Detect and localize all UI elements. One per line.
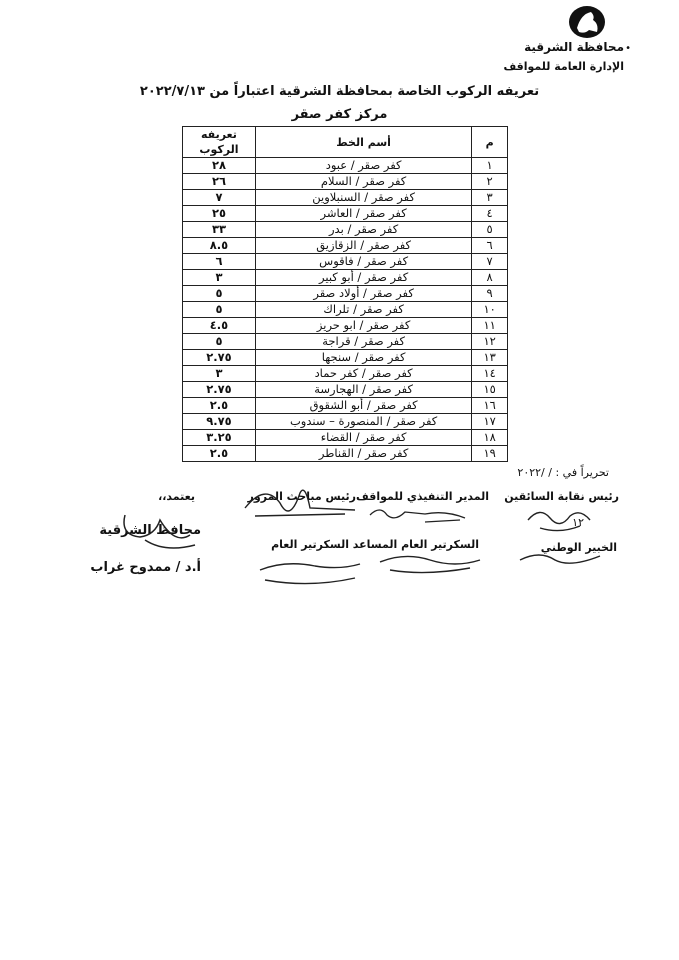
row-num: ١٨ xyxy=(472,430,508,446)
table-header-row xyxy=(183,127,508,158)
sec-general-signature xyxy=(255,552,365,592)
row-fare: ٨.٥ xyxy=(183,238,256,254)
fares-table xyxy=(182,126,508,462)
header-fare: تعريفه الركوب xyxy=(183,127,256,158)
table-row xyxy=(183,414,508,430)
row-num: ٤ xyxy=(472,206,508,222)
drivers-union-label: رئيس نقابة السائقين xyxy=(504,490,619,503)
row-num: ١٩ xyxy=(472,446,508,462)
row-line: كفر صقر / أبو الشقوق xyxy=(255,398,471,414)
row-fare: ٣.٢٥ xyxy=(183,430,256,446)
row-line: كفر صقر / تلراك xyxy=(255,302,471,318)
row-fare: ٢.٥ xyxy=(183,446,256,462)
table-row xyxy=(183,174,508,190)
governorate-name: محافظة الشرقية xyxy=(524,40,624,54)
row-fare: ٦ xyxy=(183,254,256,270)
row-fare: ٢.٧٥ xyxy=(183,350,256,366)
row-line: كفر صقر / قراجة xyxy=(255,334,471,350)
row-fare: ٢.٥ xyxy=(183,398,256,414)
asst-sec-general-signature xyxy=(375,550,485,580)
national-expert-label: الخبير الوطني xyxy=(540,541,617,554)
row-num: ١٥ xyxy=(472,382,508,398)
table-row xyxy=(183,430,508,446)
row-num: ٣ xyxy=(472,190,508,206)
page-title: تعريفه الركوب الخاصة بمحافظة الشرقية اعتباراً من ٢٠٢٢/٧/١٣ xyxy=(139,84,540,99)
page-subtitle: مركز كفر صقر xyxy=(291,107,388,122)
table-row xyxy=(183,382,508,398)
table-row xyxy=(183,286,508,302)
row-fare: ٢.٧٥ xyxy=(183,382,256,398)
row-fare: ٥ xyxy=(183,302,256,318)
governor-name: أ.د / ممدوح غراب xyxy=(90,560,201,575)
row-line: كفر صقر / المنصورة – سندوب xyxy=(255,414,471,430)
drivers-union-signature xyxy=(520,498,600,538)
table-row xyxy=(183,366,508,382)
exec-director-signature xyxy=(365,500,475,530)
row-fare: ٣ xyxy=(183,270,256,286)
traffic-head-signature xyxy=(235,478,365,528)
table-row xyxy=(183,238,508,254)
row-line: كفر صقر / سنجها xyxy=(255,350,471,366)
handwritten-mark: ١٢ xyxy=(572,516,584,529)
row-num: ١٢ xyxy=(472,334,508,350)
row-num: ١ xyxy=(472,158,508,174)
row-num: ١١ xyxy=(472,318,508,334)
row-fare: ٢٥ xyxy=(183,206,256,222)
table-row xyxy=(183,334,508,350)
exec-director-label: المدير التنفيذي للمواقف xyxy=(356,490,489,503)
date-line: تحريراً في : / /٢٠٢٢ xyxy=(517,466,609,479)
row-num: ٥ xyxy=(472,222,508,238)
row-line: كفر صقر / كفر حماد xyxy=(255,366,471,382)
row-line: كفر صقر / الزقازيق xyxy=(255,238,471,254)
row-num: ٩ xyxy=(472,286,508,302)
asst-sec-general-label: السكرتير العام المساعد xyxy=(352,538,479,551)
row-fare: ٧ xyxy=(183,190,256,206)
header-mark: • xyxy=(625,43,631,54)
sec-general-label: السكرتير العام xyxy=(271,538,349,551)
table-row xyxy=(183,270,508,286)
row-line: كفر صقر / أبو كبير xyxy=(255,270,471,286)
row-num: ٦ xyxy=(472,238,508,254)
row-fare: ٣ xyxy=(183,366,256,382)
governor-signature xyxy=(115,495,215,555)
row-fare: ٩.٧٥ xyxy=(183,414,256,430)
row-fare: ٢٦ xyxy=(183,174,256,190)
table-row xyxy=(183,254,508,270)
row-fare: ٥ xyxy=(183,286,256,302)
row-fare: ٥ xyxy=(183,334,256,350)
row-num: ٨ xyxy=(472,270,508,286)
row-line: كفر صقر / فاقوس xyxy=(255,254,471,270)
table-row xyxy=(183,350,508,366)
traffic-head-label: رئيس مباحث المرور xyxy=(247,490,356,503)
row-line: كفر صقر / بدر xyxy=(255,222,471,238)
row-num: ١٤ xyxy=(472,366,508,382)
row-line: كفر صقر / أولاد صقر xyxy=(255,286,471,302)
row-line: كفر صقر / العاشر xyxy=(255,206,471,222)
row-num: ١٣ xyxy=(472,350,508,366)
row-num: ٢ xyxy=(472,174,508,190)
row-line: كفر صقر / السنبلاوين xyxy=(255,190,471,206)
header-num: م xyxy=(472,127,508,158)
table-row xyxy=(183,302,508,318)
row-line: كفر صقر / القضاء xyxy=(255,430,471,446)
row-num: ٧ xyxy=(472,254,508,270)
table-row xyxy=(183,206,508,222)
table-row xyxy=(183,222,508,238)
header-line: أسم الخط xyxy=(255,127,471,158)
table-row xyxy=(183,446,508,462)
table-row xyxy=(183,318,508,334)
row-num: ١٠ xyxy=(472,302,508,318)
row-num: ١٧ xyxy=(472,414,508,430)
row-line: كفر صقر / عبود xyxy=(255,158,471,174)
row-fare: ٣٣ xyxy=(183,222,256,238)
governor-title: محافظ الشرقية xyxy=(99,523,201,538)
row-line: كفر صقر / القناطر xyxy=(255,446,471,462)
row-line: كفر صقر / ابو حريز xyxy=(255,318,471,334)
table-row xyxy=(183,190,508,206)
row-num: ١٦ xyxy=(472,398,508,414)
row-line: كفر صقر / الهجارسة xyxy=(255,382,471,398)
row-fare: ٢٨ xyxy=(183,158,256,174)
row-line: كفر صقر / السلام xyxy=(255,174,471,190)
table-row xyxy=(183,398,508,414)
department-name: الإدارة العامة للمواقف xyxy=(503,60,624,73)
table-row xyxy=(183,158,508,174)
national-expert-signature xyxy=(515,542,605,572)
row-fare: ٤.٥ xyxy=(183,318,256,334)
approve-label: يعتمد،، xyxy=(158,490,195,503)
